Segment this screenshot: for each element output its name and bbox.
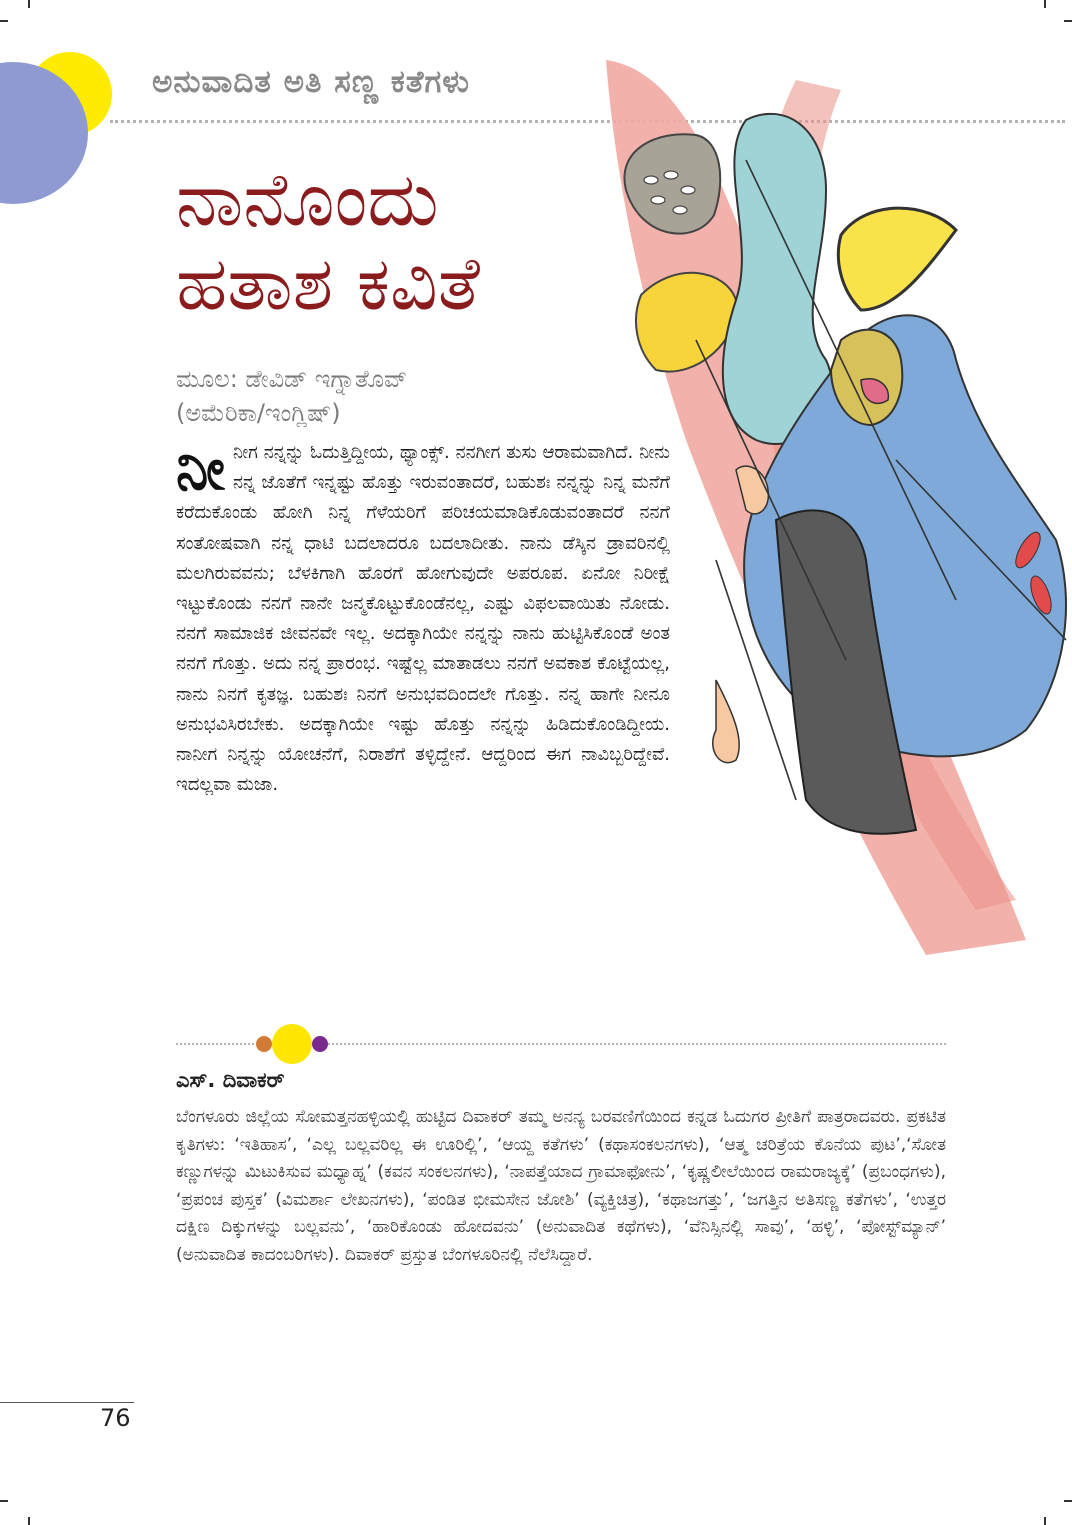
figure-painting-illustration [596,40,1068,960]
translator-bio-text: ಬೆಂಗಳೂರು ಜಿಲ್ಲೆಯ ಸೋಮತ್ತನಹಳ್ಳಿಯಲ್ಲಿ ಹುಟ್ಟಿದ ದಿವಾಕರ್ ತಮ್ಮ ಅನನ್ಯ ಬರವಣಿಗೆಯಿಂದ ಕನ್ನಡ ಓದುಗರ ಪ್ರೀತಿಗೆ ಪಾತ್ರರಾದವರು. ಪ್ರಕಟಿತ ಕೃತಿಗಳು: ‘ಇತಿಹಾಸ’, ‘ಎಲ್ಲ ಬಲ್ಲವರಿಲ್ಲ ಈ ಊರಿಲ್ಲಿ’, ‘ಆಯ್ದ ಕತೆಗಳು’ (ಕಥಾಸಂಕಲನಗಳು), ‘ಆತ್ಮ ಚರಿತ್ರೆಯ ಕೊನೆಯ ಪುಟ’,‘ಸೋತ ಕಣ್ಣುಗಳನ್ನು ಮಿಟುಕಿಸುವ ಮಧ್ಯಾಹ್ನ’ (ಕವನ ಸಂಕಲನಗಳು), ‘ನಾಪತ್ತೆಯಾದ ಗ್ರಾಮಾಫೋನು’, ‘ಕೃಷ್ಣಲೀಲೆಯಿಂದ ರಾಮರಾಜ್ಯಕ್ಕೆ’ (ಪ್ರಬಂಧಗಳು), ‘ಪ್ರಪಂಚ ಪುಸ್ತಕ’ (ವಿಮರ್ಶಾ ಲೇಖನಗಳು), ‘ಪಂಡಿತ ಭೀಮಸೇನ ಜೋಶಿ’ (ವ್ಯಕ್ತಿಚಿತ್ರ), ‘ಕಥಾಜಗತ್ತು’, ‘ಜಗತ್ತಿನ ಅತಿಸಣ್ಣ ಕತೆಗಳು’, ‘ಉತ್ತರ ದಕ್ಷಿಣ ದಿಕ್ಕುಗಳನ್ನು ಬಲ್ಲವನು’, ‘ಹಾರಿಕೊಂಡು ಹೋದವನು’ (ಅನುವಾದಿತ ಕಥೆಗಳು), ‘ವೆನಿಸ್ಸಿನಲ್ಲಿ ಸಾವು’, ‘ಹಳ್ಳಿ’, ‘ಪೋಸ್ಟ್‌ಮ್ಯಾನ್’ (ಅನುವಾದಿತ ಕಾದಂಬರಿಗಳು). ದಿವಾಕರ್ ಪ್ರಸ್ತುತ ಬೆಂಗಳೂರಿನಲ್ಲಿ ನೆಲೆಸಿದ್ದಾರೆ. [176,1107,946,1265]
source-origin: (ಅಮೆರಿಕಾ/ಇಂಗ್ಲಿಷ್) [176,399,341,427]
story-title-line-1: ನಾನೊಂದು [176,157,439,243]
series-title: ಅನುವಾದಿತ ಅತಿ ಸಣ್ಣ ಕತೆಗಳು [152,64,470,100]
translator-bio [176,1104,946,1270]
crop-mark [28,1517,30,1525]
source-credit [176,362,407,430]
crop-mark [0,1500,8,1502]
yellow-dot [272,1024,312,1064]
section-divider [176,1036,946,1052]
story-title-line-2: ಹತಾಶ ಕವಿತೆ [176,241,480,327]
crop-mark [28,0,30,8]
drop-cap: ನೀ [176,435,225,503]
crop-mark [1044,1517,1046,1525]
crop-mark [1064,20,1072,22]
story-text: ನೀಗ ನನ್ನನ್ನು ಓದುತ್ತಿದ್ದೀಯ, ಥ್ಯಾಂಕ್ಸ್. ನನಗೀಗ ತುಸು ಆರಾಮವಾಗಿದೆ. ನೀನು ನನ್ನ ಜೊತೆಗೆ ಇನ್ನಷ್ಟು ಹೊತ್ತು ಇರುವಂತಾದರೆ, ಬಹುಶಃ ನನ್ನನ್ನು ನಿನ್ನ ಮನೆಗೆ ಕರೆದುಕೊಂಡು ಹೋಗಿ ನಿನ್ನ ಗೆಳೆಯರಿಗೆ ಪರಿಚಯಮಾಡಿಕೊಡುವಂತಾದರೆ ನನಗೆ ಸಂತೋಷವಾಗಿ ನನ್ನ ಧಾಟಿ ಬದಲಾದರೂ ಬದಲಾದೀತು. ನಾನು ಡೆಸ್ಕಿನ ಡ್ರಾವರಿನಲ್ಲಿ ಮಲಗಿರುವವನು; ಬೆಳಕಿಗಾಗಿ ಹೊರಗೆ ಹೋಗುವುದೇ ಅಪರೂಪ. ಏನೋ ನಿರೀಕ್ಷೆ ಇಟ್ಟುಕೊಂಡು ನನಗೆ ನಾನೇ ಜನ್ಮಕೊಟ್ಟುಕೊಂಡೆನಲ್ಲ, ಎಷ್ಟು ವಿಫಲವಾಯಿತು ನೋಡು. ನನಗೆ ಸಾಮಾಜಿಕ ಜೀವನವೇ ಇಲ್ಲ. ಅದಕ್ಕಾಗಿಯೇ ನನ್ನನ್ನು ನಾನು ಹುಟ್ಟಿಸಿಕೊಂಡೆ ಅಂತ ನನಗೆ ಗೊತ್ತು. ಅದು ನನ್ನ ಪ್ರಾರಂಭ. ಇಷ್ಟೆಲ್ಲ ಮಾತಾಡಲು ನನಗೆ ಅವಕಾಶ ಕೊಟ್ಟೆಯಲ್ಲ, ನಾನು ನಿನಗೆ ಕೃತಜ್ಞ. ಬಹುಶಃ ನಿನಗೆ ಅನುಭವದಿಂದಲೇ ಗೊತ್ತು. ನನ್ನ ಹಾಗೇ ನೀನೂ ಅನುಭವಿಸಿರಬೇಕು. ಅದಕ್ಕಾಗಿಯೇ ಇಷ್ಟು ಹೊತ್ತು ನನ್ನನ್ನು ಹಿಡಿದುಕೊಂಡಿದ್ದೀಯ. ನಾನೀಗ ನಿನ್ನನ್ನು ಯೋಚನೆಗೆ, ನಿರಾಶೆಗೆ ತಳ್ಳಿದ್ದೇನೆ. ಆದ್ದರಿಂದ ಈಗ ನಾವಿಬ್ಬರಿದ್ದೇವೆ. ಇದಲ್ಲವಾ ಮಜಾ. [176,442,670,796]
page-number-rule [0,1402,134,1403]
source-author: ಮೂಲ: ಡೇವಿಡ್ ಇಗ್ನಾತೊವ್ [176,365,408,393]
yellow-shield [838,208,956,310]
figure-foot [713,680,739,763]
page-number: 76 [100,1404,131,1432]
purple-dot [312,1036,328,1052]
crop-mark [1064,1500,1072,1502]
story-title [176,158,626,326]
orange-dot [256,1036,272,1052]
crop-mark [0,20,8,22]
crop-mark [1044,0,1046,8]
translator-name: ಎಸ್. ದಿವಾಕರ್ [176,1068,285,1092]
